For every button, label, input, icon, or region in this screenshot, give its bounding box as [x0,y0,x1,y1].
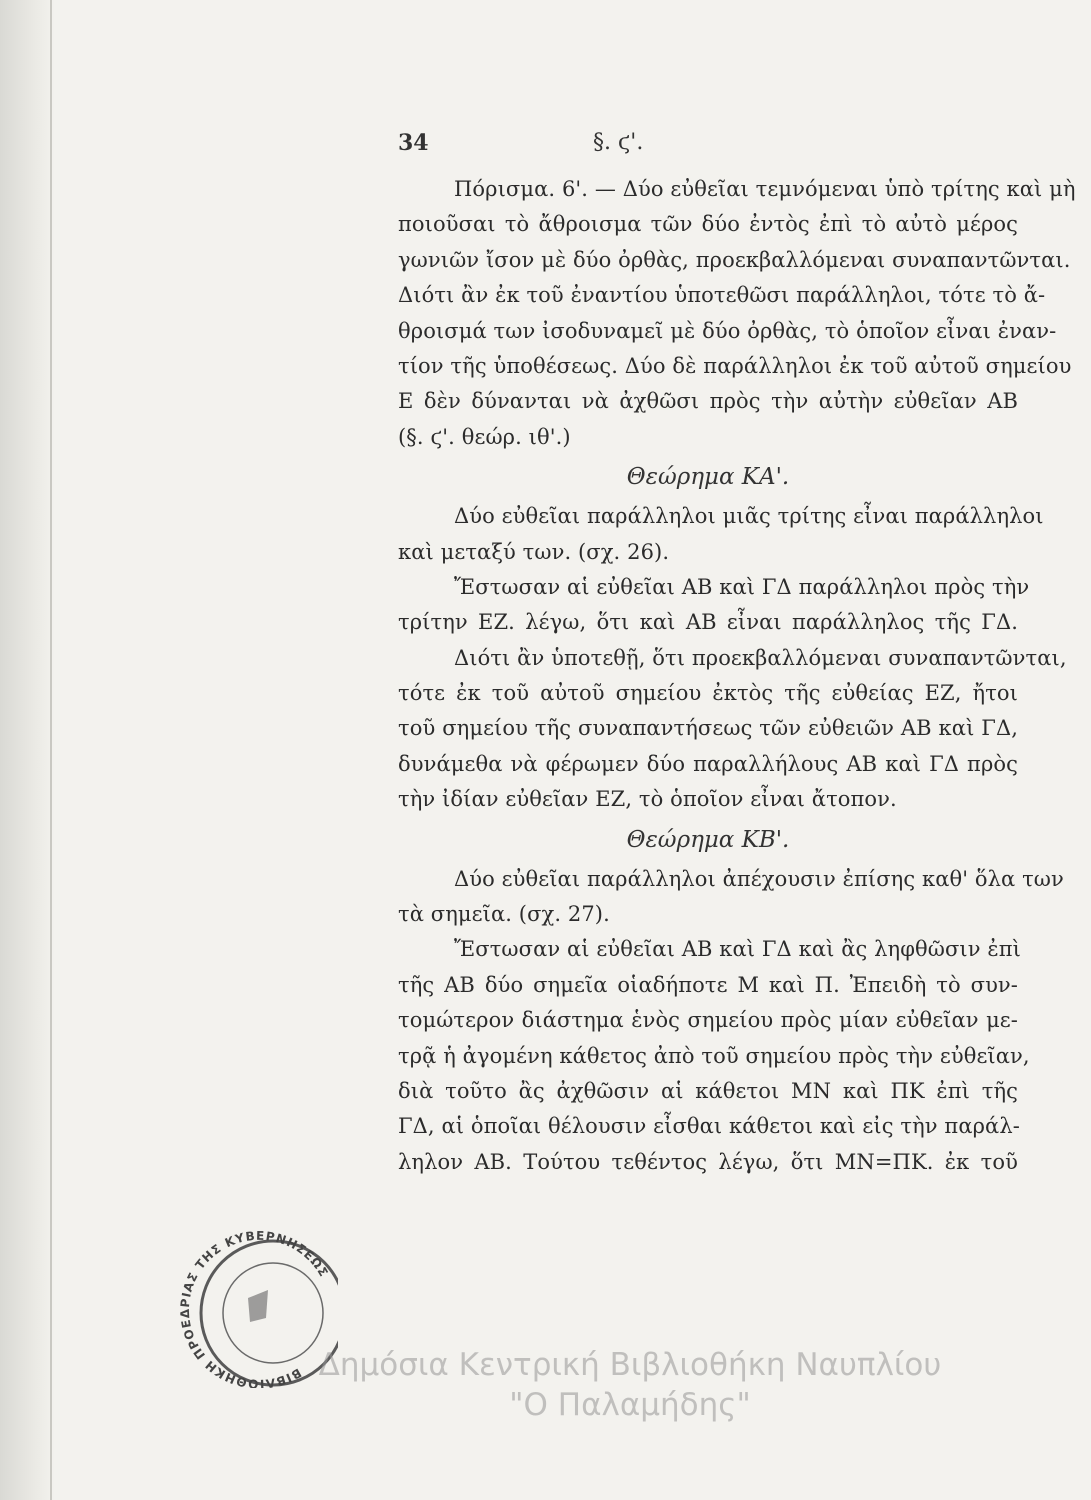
text-line: Διότι ἂν ὑποτεθῇ, ὅτι προεκβαλλόμεναι συναπαντῶνται, [454,645,1067,670]
text-line: τίον τῆς ὑποθέσεως. Δύο δὲ παράλληλοι ἐκ τοῦ αὐτοῦ σημείου [398,353,1072,378]
theorem-22-heading: Θεώρημα ΚΒ'. [626,826,790,853]
text-line: γωνιῶν ἴσον μὲ δύο ὀρθὰς, προεκβαλλόμεναι συναπαντῶνται. [398,247,1071,272]
text-line: Ἔστωσαν αἱ εὐθεῖαι ΑΒ καὶ ΓΔ καὶ ἂς ληφθῶσιν ἐπὶ [454,937,1022,962]
text-line: τρίτην ΕΖ. λέγω, ὅτι καὶ ΑΒ εἶναι παράλληλος τῆς ΓΔ. [398,610,1018,635]
text-line: τοῦ σημείου τῆς συναπαντήσεως τῶν εὐθειῶν ΑΒ καὶ ΓΔ, [398,716,1018,741]
text-line: τρᾷ ἡ ἀγομένη κάθετος ἀπὸ τοῦ σημείου πρὸς τὴν εὐθεῖαν, [398,1043,1030,1068]
text-line: τῆς ΑΒ δύο σημεῖα οἱαδήποτε Μ καὶ Π. Ἐπειδὴ τὸ συν- [398,972,1018,997]
text-line: δυνάμεθα νὰ φέρωμεν δύο παραλλήλους ΑΒ καὶ ΓΔ πρὸς [398,751,1018,776]
text-line: θροισμά των ἰσοδυναμεῖ μὲ δύο ὀρθὰς, τὸ ὁποῖον εἶναι ἐναν- [398,318,1057,343]
section-mark: §. ϛ'. [593,130,644,155]
text-line: Διότι ἂν ἐκ τοῦ ἐναντίου ὑποτεθῶσι παράλληλοι, τότε τὸ ἄ- [398,283,1046,308]
theorem-22-proof [398,932,1030,1180]
text-line: τότε ἐκ τοῦ αὐτοῦ σημείου ἐκτὸς τῆς εὐθείας ΕΖ, ἤτοι [398,681,1018,706]
theorem-21-heading: Θεώρημα ΚΑ'. [626,464,790,491]
text-line: Δύο εὐθεῖαι παράλληλοι ἀπέχουσιν ἐπίσης καθ' ὅλα των [454,866,1064,891]
theorem-21-statement [398,499,1044,570]
page-number: 34 [398,130,429,156]
text-line: Ε δὲν δύνανται νὰ ἀχθῶσι πρὸς τὴν αὐτὴν εὐθεῖαν ΑΒ [398,389,1018,414]
text-line: (§. ϛ'. θεώρ. ιθ'.) [398,424,571,449]
watermark-line-2: "Ο Παλαμήδης" [509,1387,751,1423]
watermark-line-1: Δημόσια Κεντρική Βιβλιοθήκη Ναυπλίου [318,1347,942,1383]
page-binding-shadow [0,0,55,1500]
text-line: Δύο εὐθεῖαι παράλληλοι μιᾶς τρίτης εἶναι παράλληλοι [454,504,1044,529]
text-line: Ἔστωσαν αἱ εὐθεῖαι ΑΒ καὶ ΓΔ παράλληλοι πρὸς τὴν [454,574,1030,599]
text-line: ΓΔ, αἱ ὁποῖαι θέλουσιν εἶσθαι κάθετοι καὶ εἰς τὴν παράλ- [398,1114,1020,1139]
page-edge [50,0,52,1500]
page-body [398,172,1076,1180]
watermark [190,1345,1070,1425]
theorem-21-proof [398,570,1067,818]
text-line: Πόρισμα. 6'. — Δύο εὐθεῖαι τεμνόμεναι ὑπὸ τρίτης καὶ μὴ [454,177,1076,201]
theorem-22-statement [398,862,1064,933]
text-line: καὶ μεταξύ των. (σχ. 26). [398,539,670,564]
text-line: ποιοῦσαι τὸ ἄθροισμα τῶν δύο ἐντὸς ἐπὶ τὸ αὐτὸ μέρος [398,212,1018,237]
text-line: τομώτερον διάστημα ἑνὸς σημείου πρὸς μίαν εὐθεῖαν με- [398,1008,1018,1033]
text-line: διὰ τοῦτο ἂς ἀχθῶσιν αἱ κάθετοι ΜΝ καὶ ΠΚ ἐπὶ τῆς [398,1078,1018,1103]
page-header [398,130,1028,170]
stamp-text: ΒΙΒΛΙΟΘΗΚΗ ΠΡΟΕΔΡΙΑΣ ΤΗΣ ΚΥΒΕΡΝΗΣΕΩΣ [178,1228,332,1388]
text-line: τὰ σημεῖα. (σχ. 27). [398,902,610,927]
corollary-paragraph [398,172,1076,455]
text-line: τὴν ἰδίαν εὐθεῖαν ΕΖ, τὸ ὁποῖον εἶναι ἄτοπον. [398,787,897,812]
text-line: ληλον ΑΒ. Τούτου τεθέντος λέγω, ὅτι ΜΝ=ΠΚ. ἐκ τοῦ [398,1149,1018,1174]
